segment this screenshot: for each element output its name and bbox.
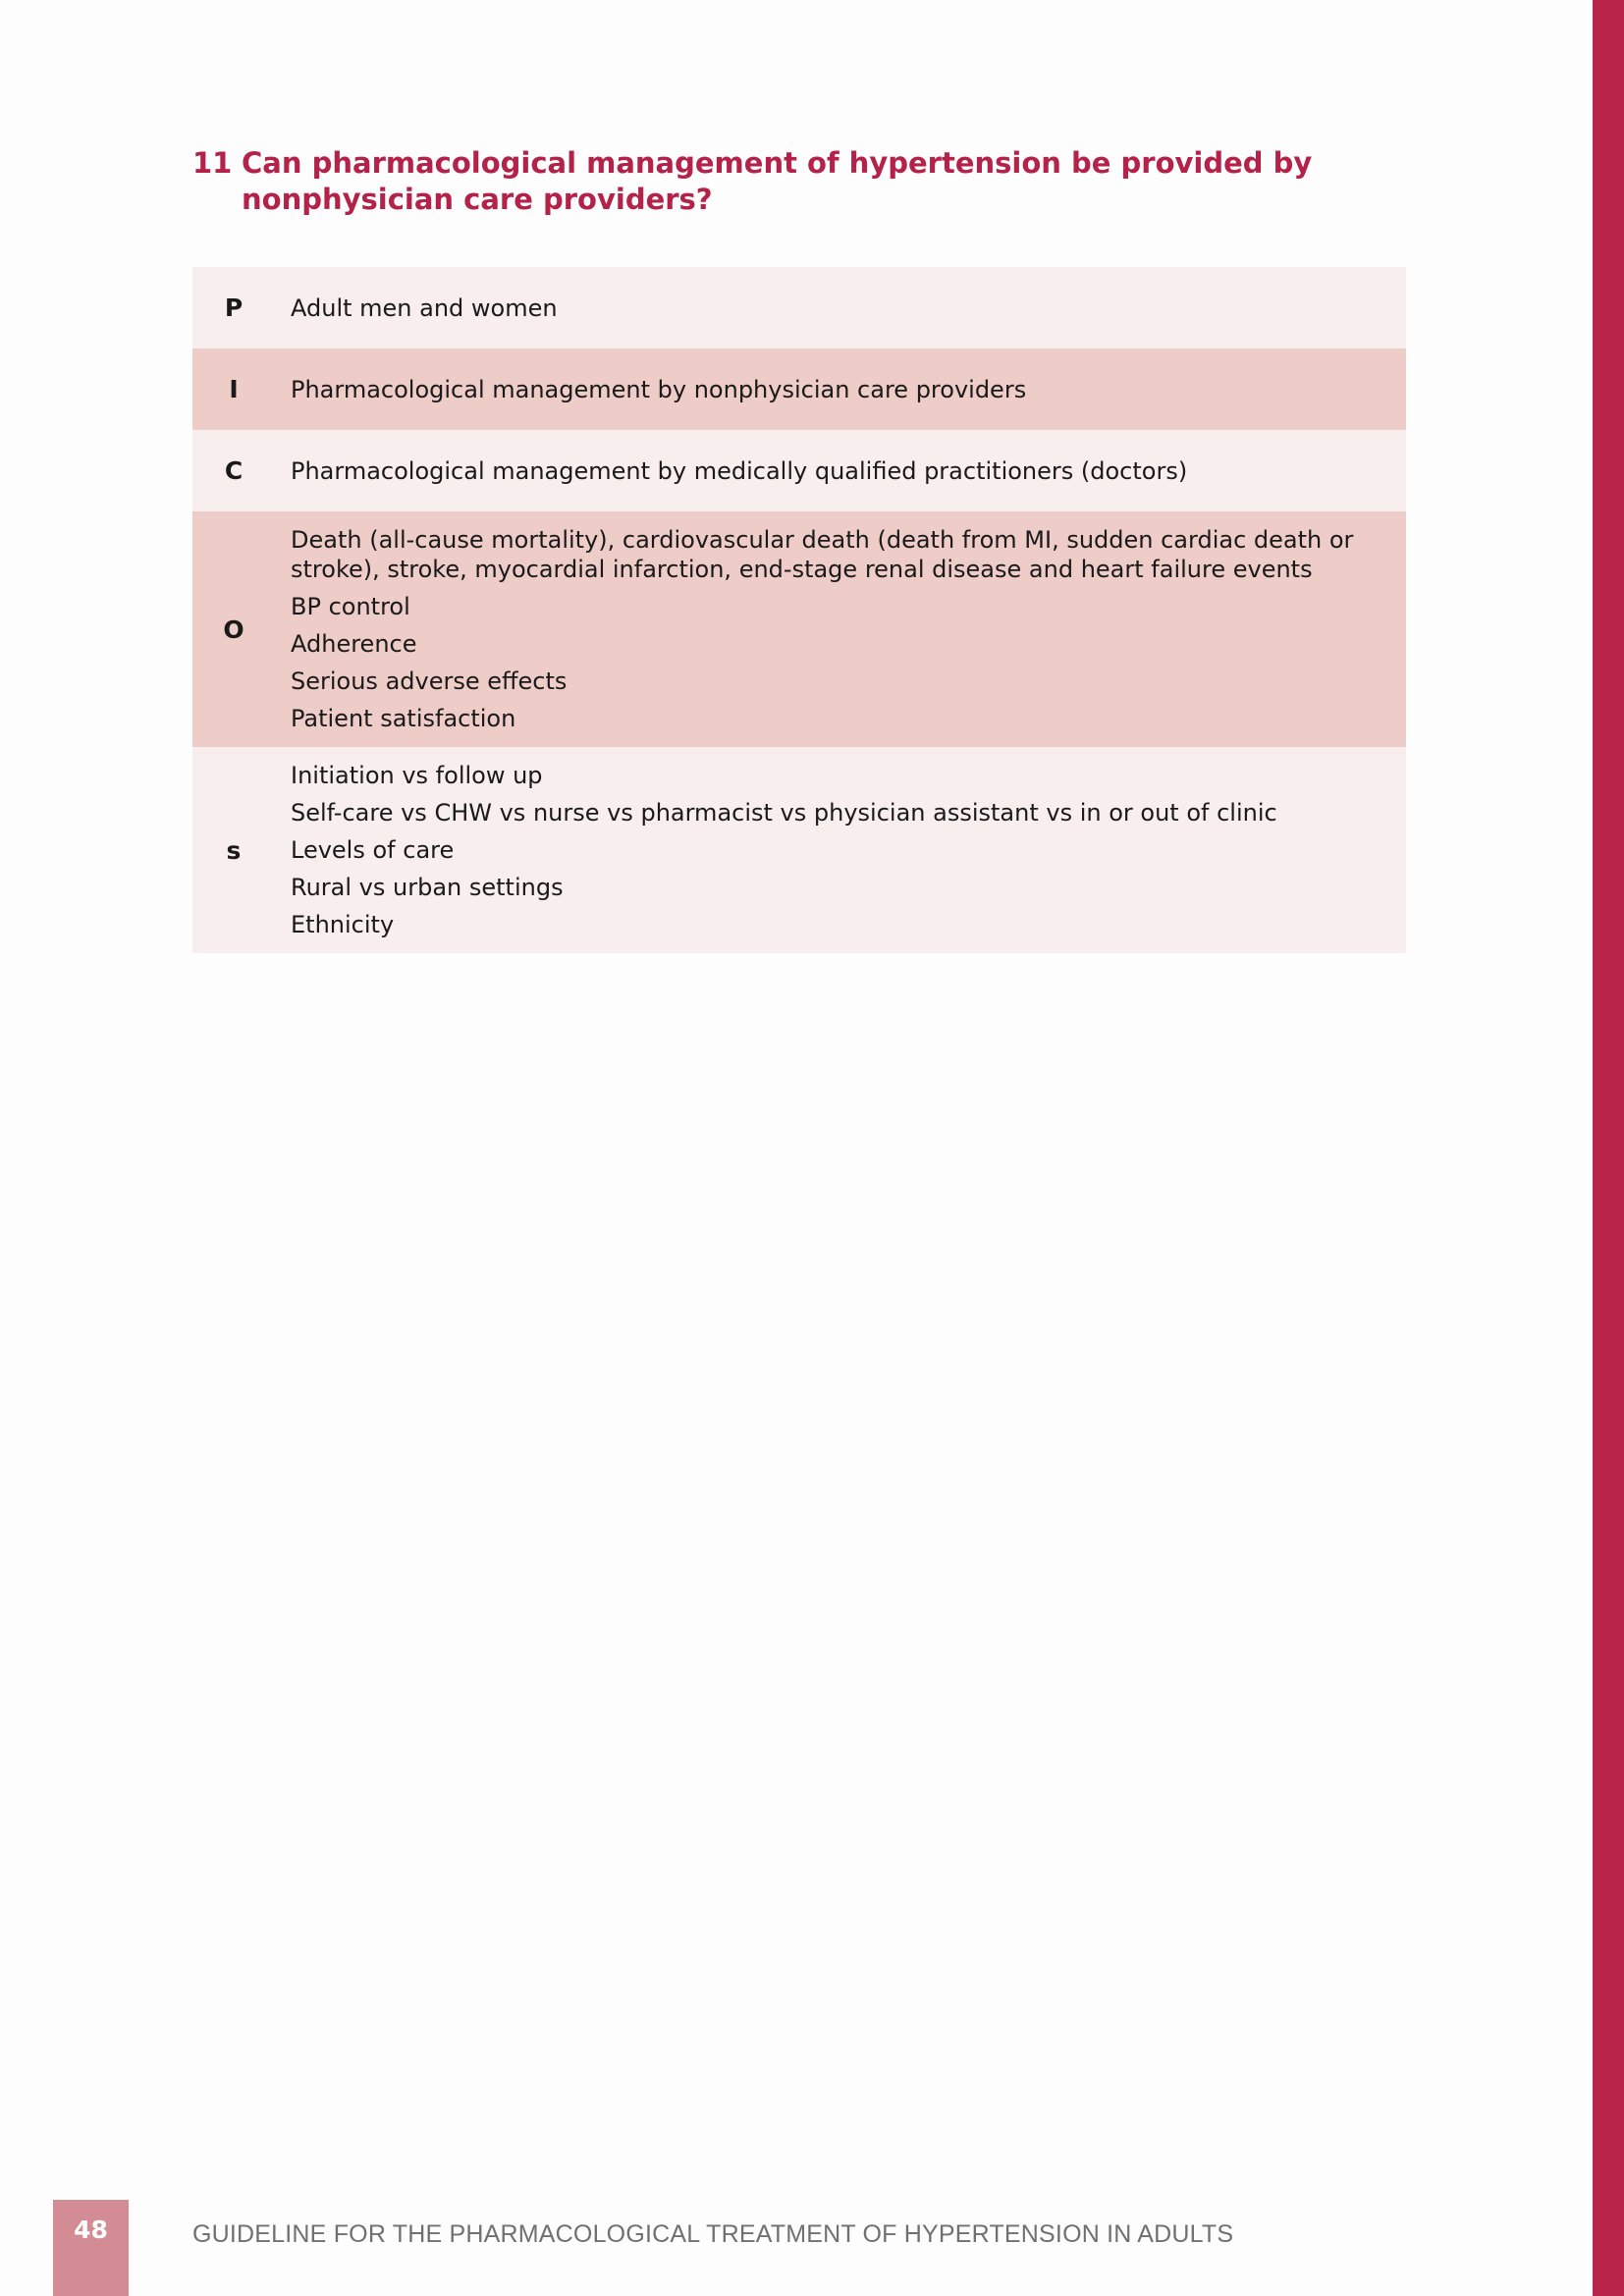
pico-item: Adult men and women: [291, 294, 558, 322]
pico-content: [275, 511, 1406, 747]
pico-item: Pharmacological management by nonphysician care providers: [291, 375, 1027, 403]
pico-item: Death (all-cause mortality), cardiovascular death (death from MI, sudden cardiac death or stroke), stroke, myocardial infarction, end-stage renal disease and heart failure events: [291, 526, 1354, 583]
pico-letter: P: [224, 294, 244, 322]
pico-item: Patient satisfaction: [291, 705, 516, 732]
pico-item: Adherence: [291, 630, 417, 658]
pico-row-comparator: [192, 430, 1406, 511]
pico-letter: I: [229, 375, 239, 403]
pico-content: [275, 267, 1406, 348]
pico-content: [275, 747, 1406, 953]
pico-row-subgroups: [192, 747, 1406, 953]
question-heading: [192, 145, 1410, 218]
pico-letter: s: [226, 835, 242, 865]
question-number: 11: [192, 146, 233, 180]
pico-item: Pharmacological management by medically qualified practitioners (doctors): [291, 456, 1188, 485]
pico-item: BP control: [291, 593, 410, 620]
pico-row-population: [192, 267, 1406, 348]
right-accent-bar: [1593, 0, 1624, 2296]
pico-item: Self-care vs CHW vs nurse vs pharmacist vs physician assistant vs in or out of clinic: [291, 799, 1277, 827]
pico-letter: C: [224, 456, 244, 485]
pico-letter: O: [223, 614, 244, 644]
question-title: Can pharmacological management of hypertension be provided by nonphysician care providers?: [242, 146, 1313, 216]
pico-item: Rural vs urban settings: [291, 874, 564, 901]
pico-content: [275, 348, 1406, 430]
pico-content: [275, 430, 1406, 511]
pico-item: Serious adverse effects: [291, 667, 568, 695]
pico-item: Initiation vs follow up: [291, 762, 543, 789]
page-number-box: [53, 2200, 129, 2296]
pico-item: Ethnicity: [291, 911, 395, 938]
pico-row-outcomes: [192, 511, 1406, 747]
pico-item: Levels of care: [291, 836, 455, 864]
pico-row-intervention: [192, 348, 1406, 430]
page-number: 48: [74, 2216, 108, 2244]
running-title: GUIDELINE FOR THE PHARMACOLOGICAL TREATMENT OF HYPERTENSION IN ADULTS: [192, 2220, 1234, 2248]
pico-table: [192, 267, 1406, 953]
